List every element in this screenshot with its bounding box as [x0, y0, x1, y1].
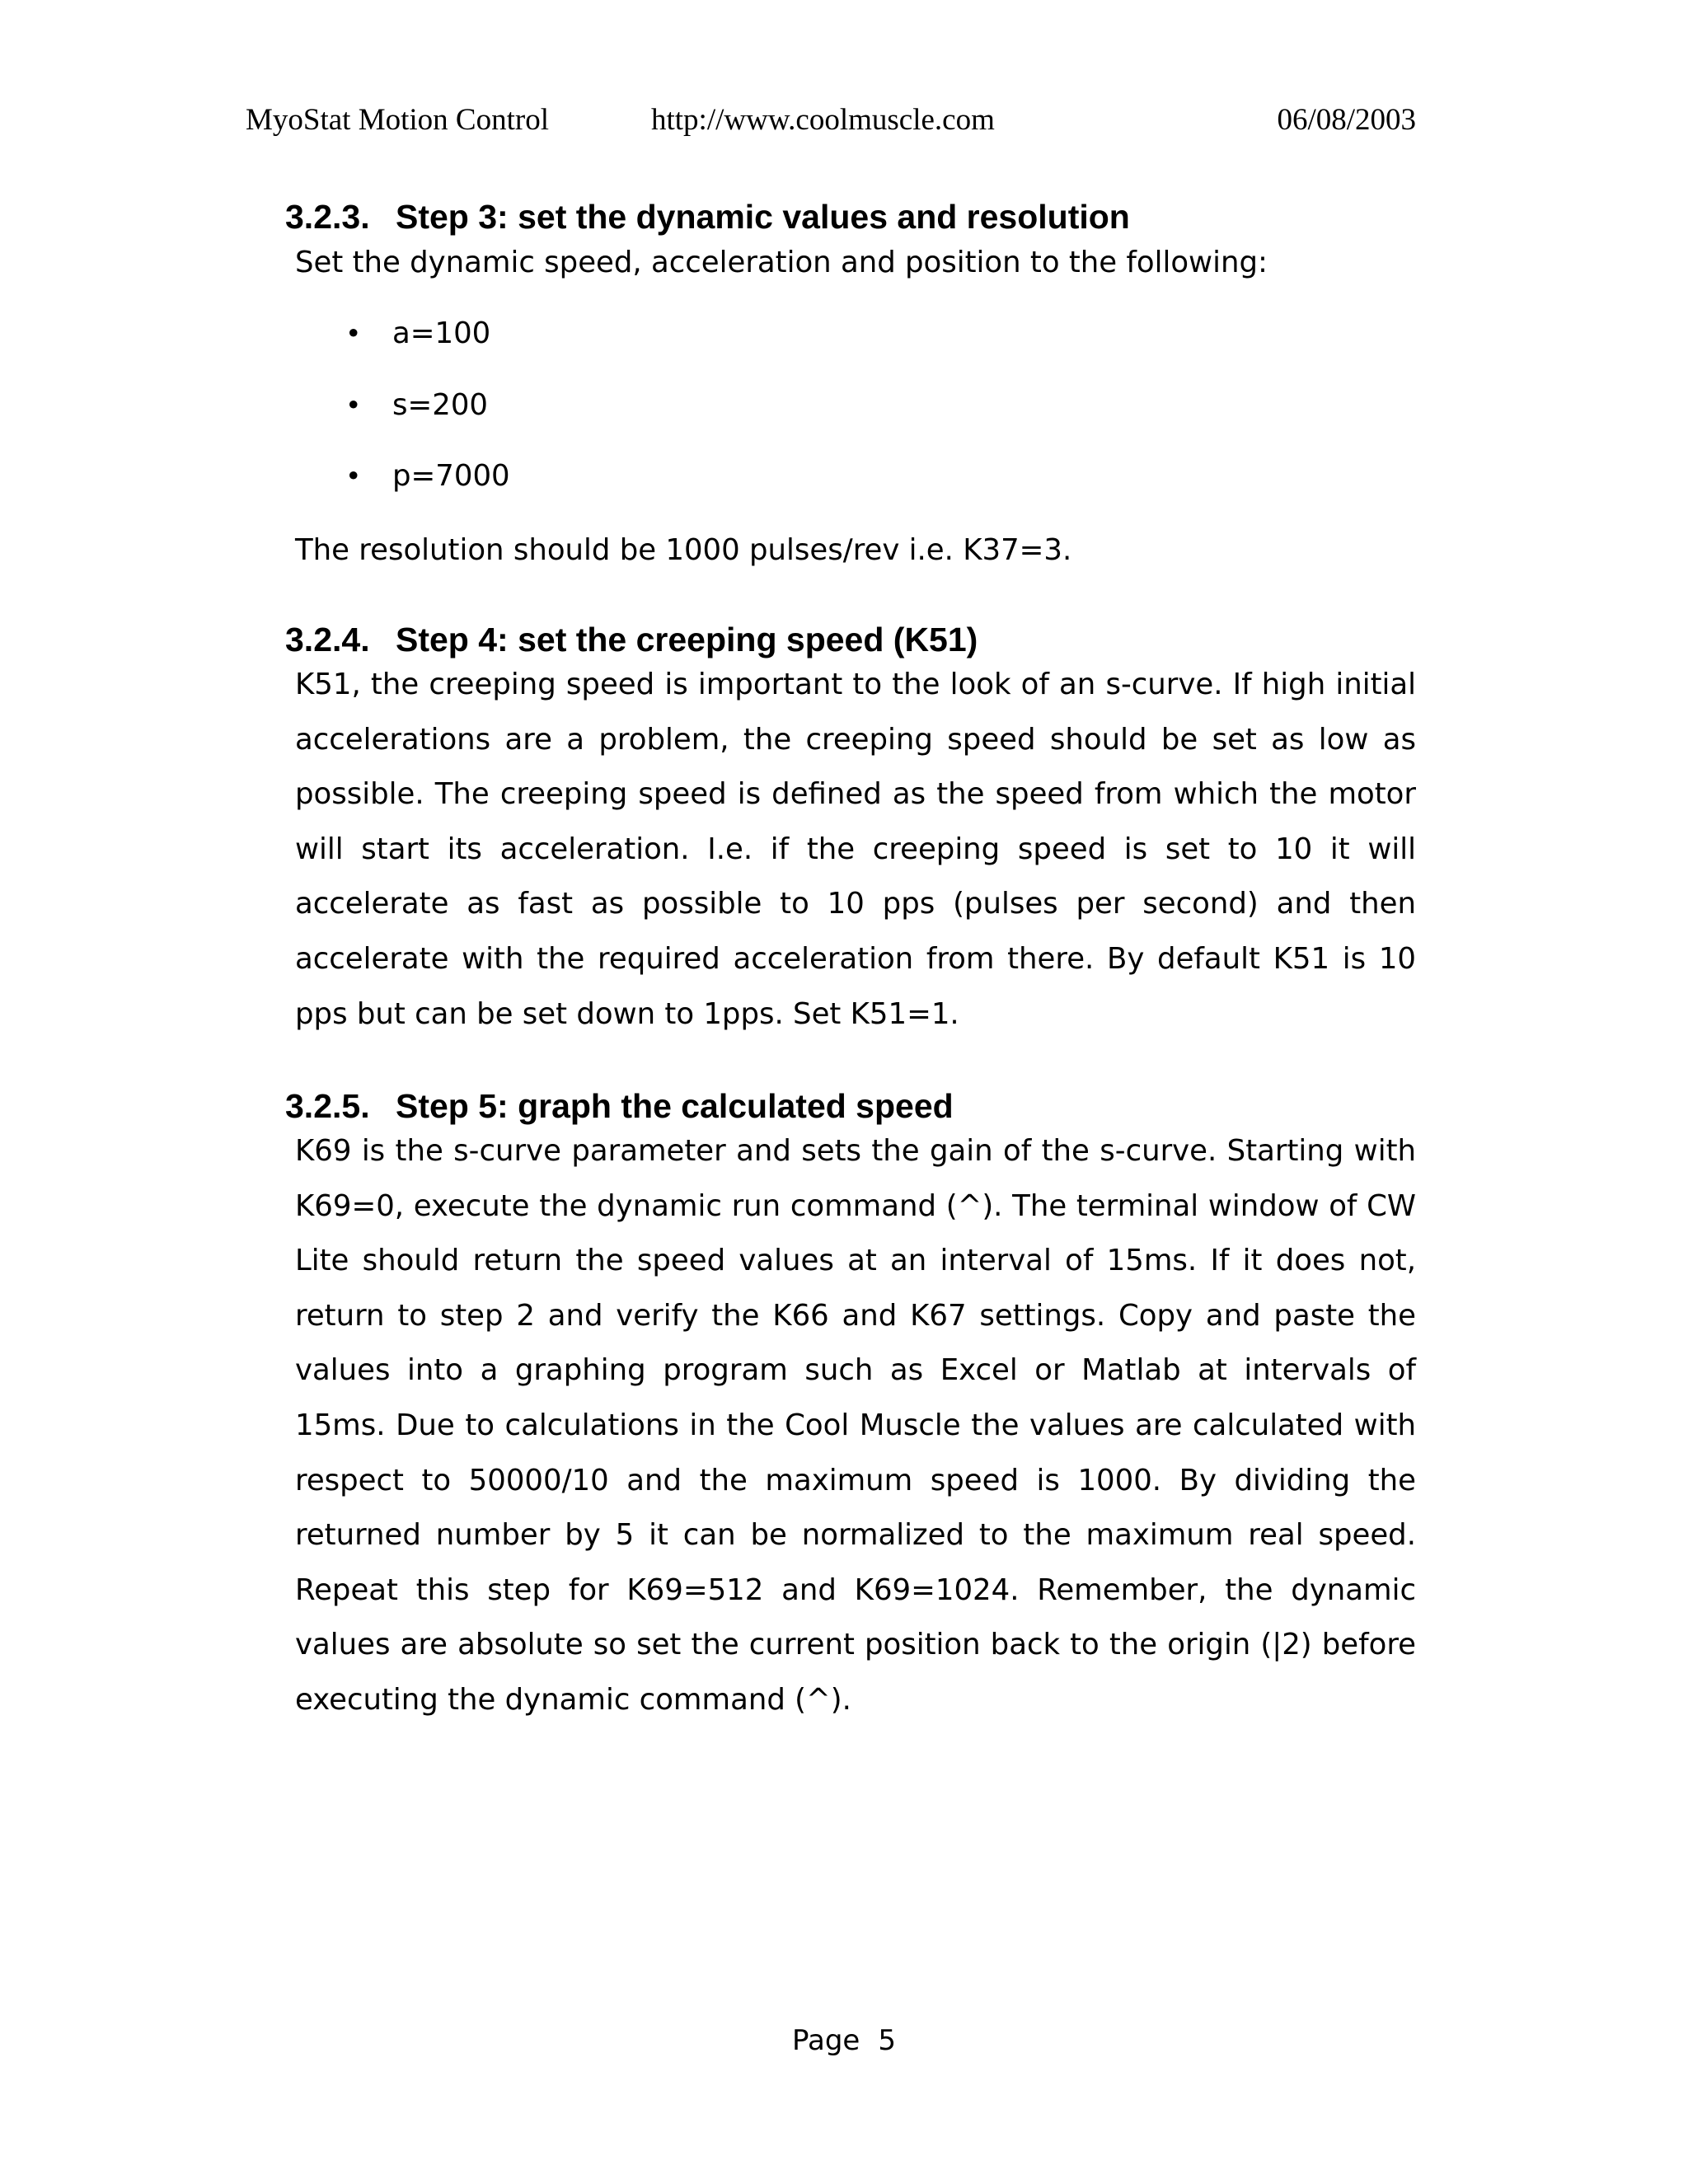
section-step-3 [285, 194, 1416, 525]
resolution-note: The resolution should be 1000 pulses/rev i.e. K37=3. [295, 533, 1072, 567]
section-body: K51, the creeping speed is important to the look of an s-curve. If high initial accelerations are a problem, the creeping speed should be set as low as possible. The creeping speed is defined as the speed from which the motor will start its acceleration. I.e. if the creeping speed is set to 10 it will accelerate as fast as possible to 10 pps (pulses per second) and then accelerate with the required acceleration from there. By default K51 is 10 pps but can be set down to 1pps. Set K51=1. [295, 668, 1416, 1031]
list-item-text: p=7000 [392, 459, 510, 493]
section-step-5 [285, 1083, 1416, 1728]
page-label: Page [792, 2024, 860, 2057]
section-number: 3.2.5. [285, 1087, 370, 1125]
section-intro: Set the dynamic speed, acceleration and position to the following: [295, 246, 1268, 279]
section-title: Step 5: graph the calculated speed [396, 1087, 954, 1125]
section-heading [285, 194, 1416, 240]
section-body: K69 is the s-curve parameter and sets the gain of the s-curve. Starting with K69=0, execute the dynamic run command (^). The terminal window of CW Lite should return the speed values at an interval of 15ms. If it does not, return to step 2 and verify the K66 and K67 settings. Copy and paste the values into a graphing program such as Excel or Matlab at intervals of 15ms. Due to calculations in the Cool Muscle the values are calculated with respect to 50000/10 and the maximum speed is 1000. By dividing the returned number by 5 it can be normalized to the maximum real speed. Repeat this step for K69=512 and K69=1024. Remember, the dynamic values are absolute so set the current position back to the origin (|2) before executing the dynamic command (^). [295, 1134, 1416, 1717]
bullet-icon: • [345, 388, 362, 421]
list-item-text: s=200 [392, 387, 488, 422]
section-number: 3.2.4. [285, 621, 370, 658]
section-title: Step 4: set the creeping speed (K51) [396, 621, 978, 658]
page-header [246, 97, 1416, 143]
section-heading [285, 1083, 1416, 1129]
page-footer [0, 2018, 1688, 2064]
header-date: 06/08/2003 [1277, 103, 1416, 137]
section-number: 3.2.3. [285, 198, 370, 236]
dynamic-values-list [285, 311, 1416, 525]
list-item [285, 311, 1416, 382]
header-company: MyoStat Motion Control [246, 103, 549, 137]
section-step-4 [285, 616, 1416, 1042]
list-item-text: a=100 [392, 316, 491, 350]
bullet-icon: • [345, 317, 362, 349]
list-item [285, 382, 1416, 454]
header-url: http://www.coolmuscle.com [651, 103, 995, 137]
bullet-icon: • [345, 460, 362, 492]
list-item [285, 453, 1416, 525]
section-title: Step 3: set the dynamic values and resolution [396, 198, 1130, 236]
page-number: 5 [878, 2024, 896, 2057]
section-heading [285, 616, 1416, 663]
